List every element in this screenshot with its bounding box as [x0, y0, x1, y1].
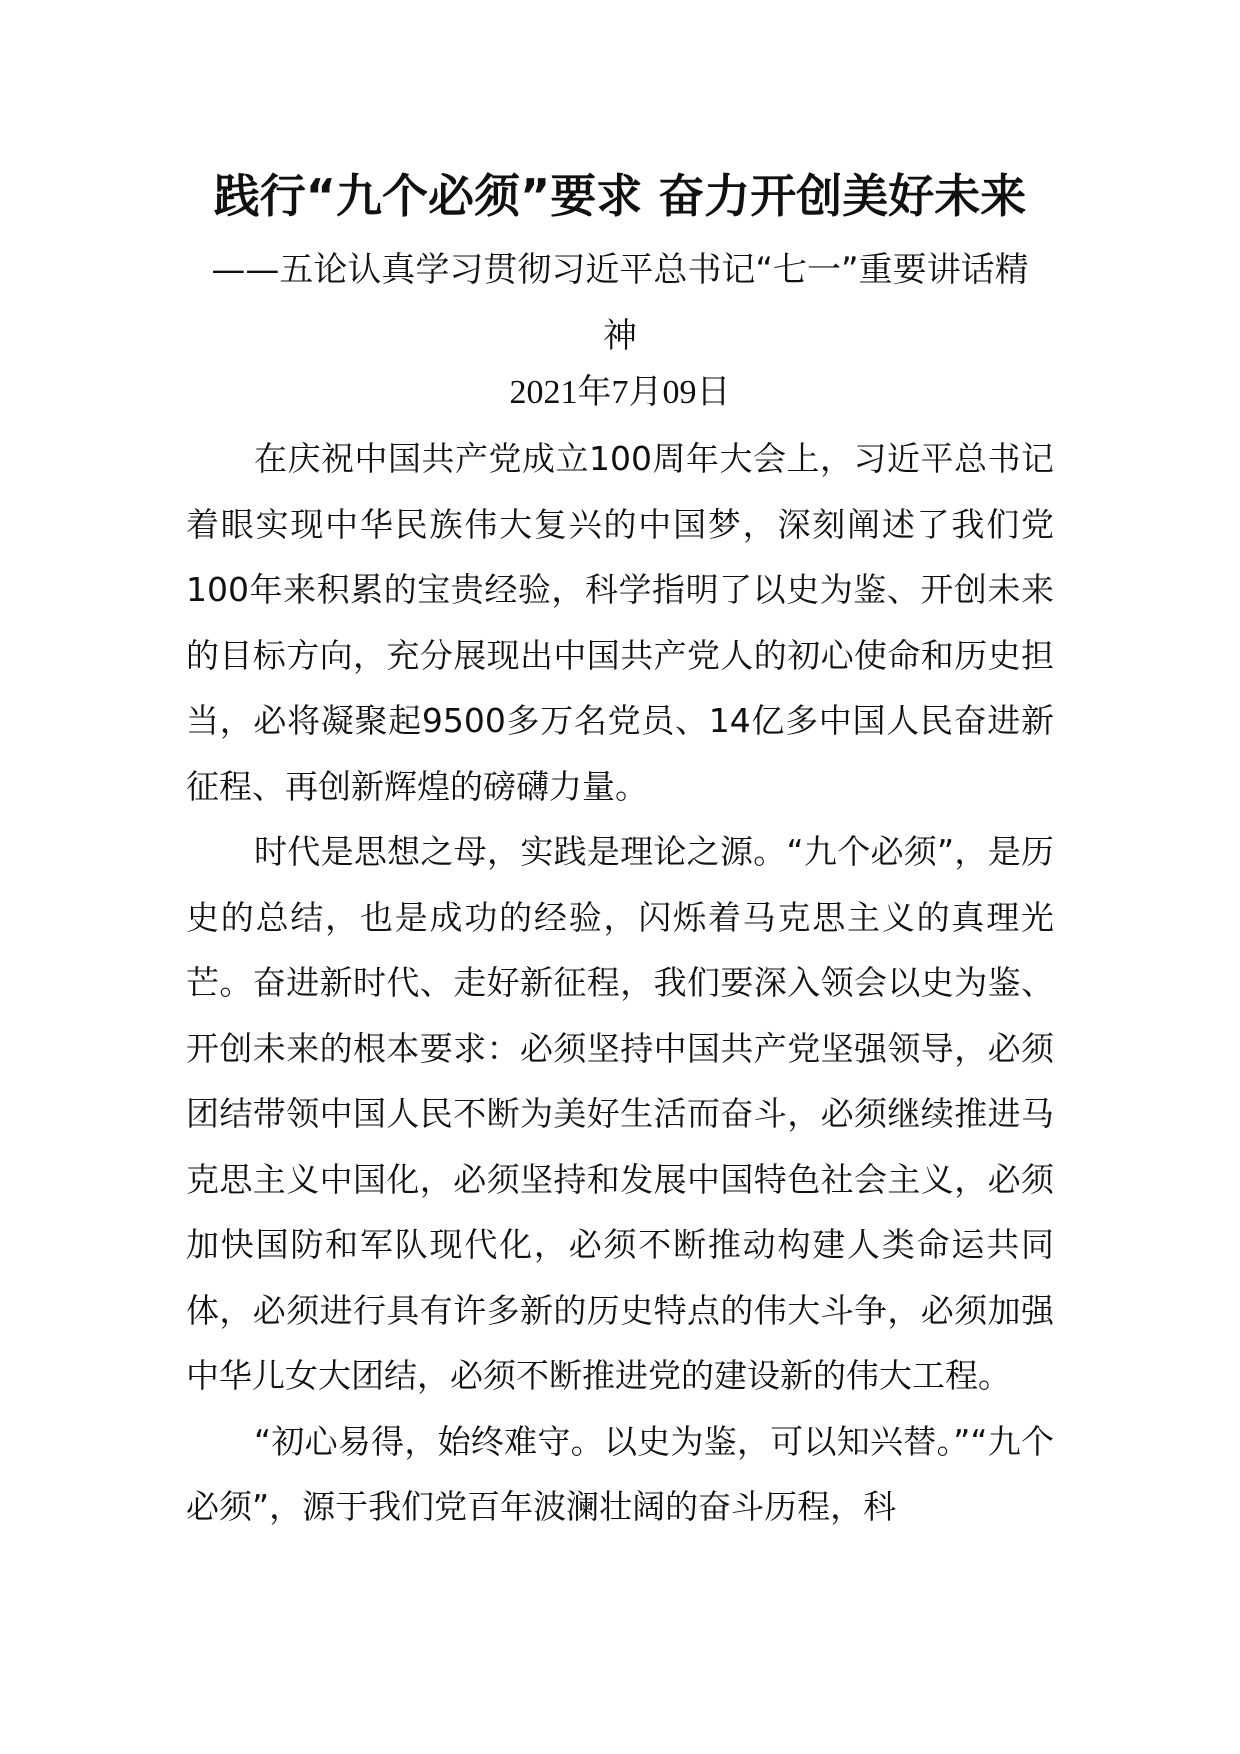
document-date: 2021年7月09日 — [509, 374, 731, 411]
document-title: 践行“九个必须”要求 奋力开创美好未来 — [213, 169, 1027, 223]
body-paragraph: 时代是思想之母，实践是理论之源。“九个必须”，是历史的总结，也是成功的经验，闪烁着马克思主义的真理光芒。奋进新时代、走好新征程，我们要深入领会以史为鉴、开创未来的根本要求：必须坚持中国共产党坚强领导，必须团结带领中国人民不断为美好生活而奋斗，必须继续推进马克思主义中国化，必须坚持和发展中国特色社会主义，必须加快国防和军队现代化，必须不断推动构建人类命运共同体，必须进行具有许多新的历史特点的伟大斗争，必须加强中华儿女大团结，必须不断推进党的建设新的伟大工程。 — [186, 832, 1054, 1395]
body-paragraph: “初心易得，始终难守。以史为鉴，可以知兴替。”“九个必须”，源于我们党百年波澜壮阔的奋斗历程，科 — [186, 1421, 1054, 1526]
document-subtitle: ——五论认真学习贯彻习近平总书记“七一”重要讲话精神 — [211, 250, 1029, 356]
document-body — [186, 426, 1054, 1540]
body-paragraph: 在庆祝中国共产党成立100周年大会上，习近平总书记着眼实现中华民族伟大复兴的中国梦，深刻阐述了我们党100年来积累的宝贵经验，科学指明了以史为鉴、开创未来的目标方向，充分展现出中国共产党人的初心使命和历史担当，必将凝聚起9500多万名党员、14亿多中国人民奋进新征程、再创新辉煌的磅礴力量。 — [186, 439, 1054, 806]
